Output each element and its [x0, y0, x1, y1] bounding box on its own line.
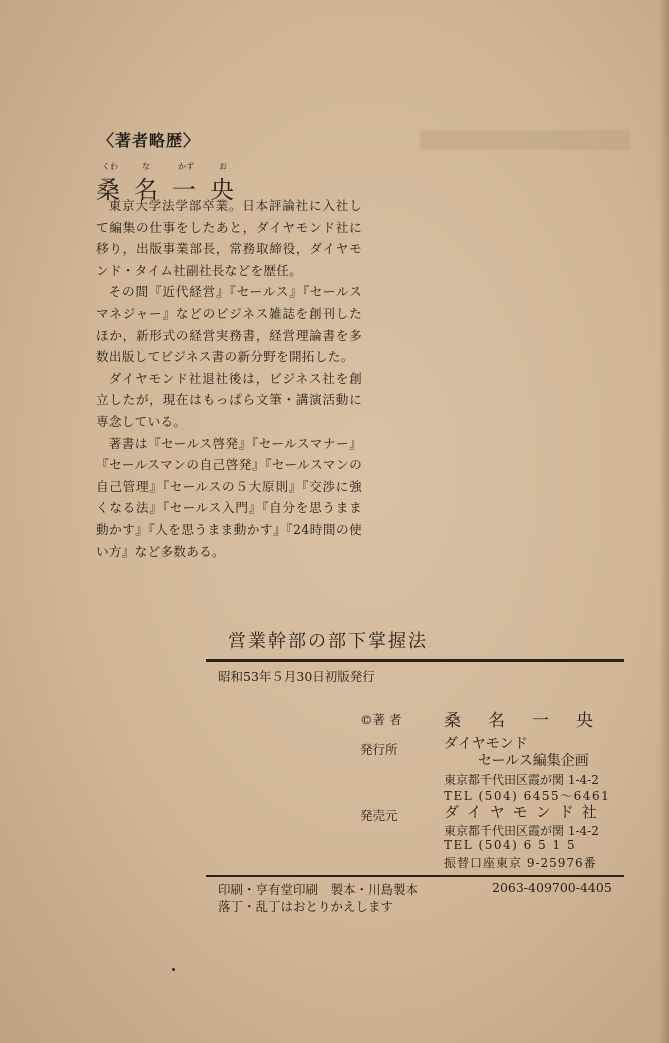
page-edge-shadow	[659, 0, 669, 1043]
seller-name: ダイヤモンド社	[444, 803, 605, 821]
author-bio-body	[96, 195, 362, 562]
author-name: 桑名一央	[96, 176, 248, 204]
publisher-tel: TEL (504) 6455〜6461	[444, 789, 611, 803]
author-bio-heading: 〈著者略歴〉	[98, 131, 201, 150]
publisher-label: 発行所	[360, 742, 398, 757]
publication-date: 昭和53年５月30日初版発行	[218, 669, 375, 684]
seller-transfer-account: 振替口座東京 9-25976番	[444, 856, 597, 870]
replacement-notice: 落丁・乱丁はおとりかえします	[218, 899, 394, 914]
reading-o: お	[219, 162, 227, 171]
author-label: ©著 者	[360, 712, 402, 727]
book-code: 2063-409700-4405	[492, 880, 612, 895]
book-title: 営業幹部の部下掌握法	[228, 631, 428, 652]
publisher-address: 東京都千代田区霞が関 1-4-2	[444, 773, 599, 787]
bio-paragraph-career: 東京大学法学部卒業。日本評論社に入社して編集の仕事をしたあと，ダイヤモンド社に移り，出版事業部長，常務取締役，ダイヤモンド・タイム社副社長などを歴任。	[96, 198, 362, 278]
seller-label: 発売元	[360, 808, 398, 823]
printing-binding-info: 印刷・亨有堂印刷 製本・川島製本	[218, 882, 419, 897]
paper-speck	[172, 968, 175, 971]
colophon-top-rule	[206, 659, 624, 662]
bleed-through-shadow	[420, 130, 630, 150]
bio-paragraph-books: 著書は『セールス啓発』『セールスマナー』『セールスマンの自己啓発』『セールスマンの自己管理』『セールスの５大原則』『交渉に強くなる法』『セールス入門』『自分を思うまま動かす』『人を思うまま動かす』『24時間の使い方』など多数ある。	[96, 435, 362, 559]
bio-paragraph-retirement: ダイヤモンド社退社後は，ビジネス社を創立したが，現在はもっぱら文筆・講演活動に専念している。	[96, 370, 362, 429]
seller-address: 東京都千代田区霞が関 1-4-2	[444, 824, 599, 838]
reading-ku-wa: くわ	[102, 162, 118, 171]
author-value: 桑名一央	[444, 711, 620, 731]
publisher-name-line1: ダイヤモンド	[444, 736, 528, 752]
publisher-name-line2: セールス編集企画	[478, 753, 589, 769]
seller-tel: TEL (504) 6 5 1 5	[444, 838, 577, 852]
reading-na: な	[142, 162, 150, 171]
bio-paragraph-magazines: その間『近代経営』『セールス』『セールスマネジャー』などのビジネス雑誌を創刊したほか，新形式の経営実務書，経営理論書を多数出版してビジネス書の新分野を開拓した。	[96, 284, 362, 365]
colophon-bottom-rule	[206, 875, 624, 877]
reading-ka-zu: かず	[178, 162, 194, 171]
